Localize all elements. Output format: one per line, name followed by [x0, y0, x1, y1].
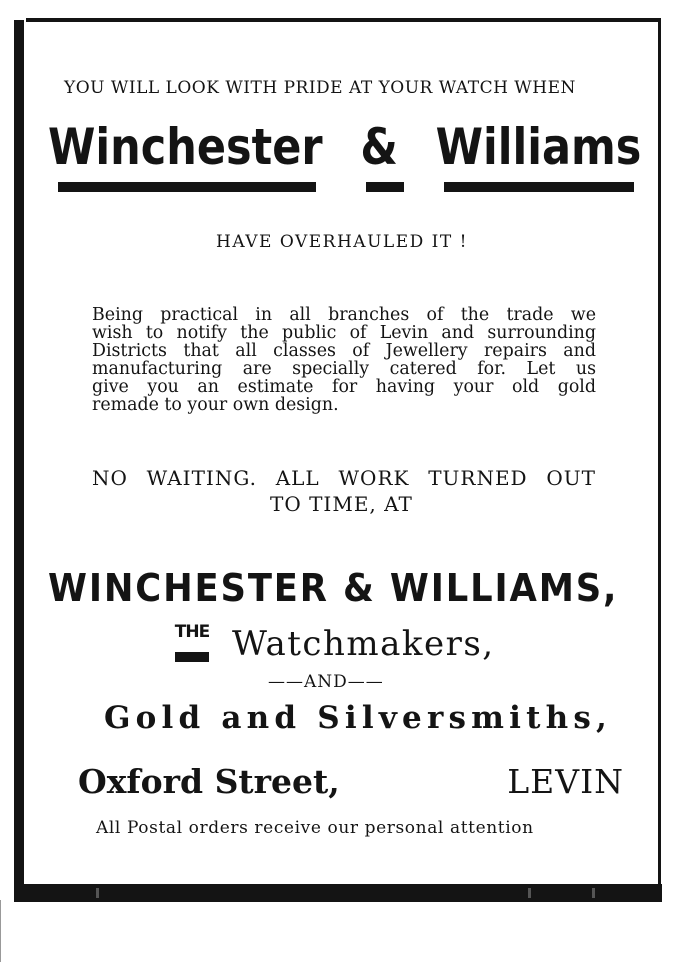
intro-line: YOU WILL LOOK WITH PRIDE AT YOUR WATCH WHEN — [64, 78, 576, 98]
headline — [48, 112, 641, 182]
frame-right-rule — [658, 18, 661, 896]
frame-bottom-rule — [14, 884, 662, 902]
no-waiting-word: ALL — [275, 466, 320, 490]
scan-edge-line — [0, 900, 1, 962]
the-word: THE — [174, 622, 210, 642]
body-line: remade to your own design. — [92, 395, 339, 415]
headline-name-winchester: Winchester — [48, 118, 323, 176]
body-paragraph — [92, 306, 596, 414]
address-line — [78, 762, 624, 801]
watchmakers-line: Watchmakers, — [232, 624, 495, 664]
no-waiting-line-2: TO TIME, AT — [270, 492, 413, 516]
no-waiting-word: NO — [92, 466, 128, 490]
overhauled-line: HAVE OVERHAULED IT ! — [216, 232, 468, 252]
no-waiting-word: OUT — [546, 466, 596, 490]
frame-left-rule — [14, 20, 24, 900]
gold-silversmiths-line: Gold and Silversmiths, — [104, 700, 613, 736]
headline-underline — [444, 182, 634, 192]
no-waiting-line-1 — [92, 466, 596, 490]
the-block — [174, 622, 210, 664]
frame-bottom-gap — [96, 888, 99, 898]
no-waiting-word: WAITING. — [146, 466, 257, 490]
body-line: Being practical in all branches of the trade we — [92, 305, 596, 325]
frame-bottom-gap — [592, 888, 595, 898]
headline-underline — [58, 182, 316, 192]
frame-bottom-gap — [528, 888, 531, 898]
body-line: Districts that all classes of Jewellery repairs and — [92, 341, 596, 361]
body-line: give you an estimate for having your old gold — [92, 377, 596, 397]
frame-top-rule — [26, 18, 658, 22]
body-line: wish to notify the public of Levin and surrounding — [92, 323, 596, 343]
postal-line: All Postal orders receive our personal attention — [96, 818, 534, 838]
town-name: LEVIN — [507, 762, 624, 801]
headline-ampersand: & — [360, 118, 398, 176]
business-name: WINCHESTER & WILLIAMS, — [48, 566, 619, 610]
body-line: manufacturing are specially catered for. Let us — [92, 359, 596, 379]
and-line: ——AND—— — [268, 672, 384, 692]
the-bar — [175, 652, 209, 662]
no-waiting-word: TURNED — [428, 466, 528, 490]
headline-underline — [366, 182, 404, 192]
headline-name-williams: Williams — [435, 118, 642, 176]
street-name: Oxford Street, — [78, 762, 340, 801]
no-waiting-word: WORK — [338, 466, 410, 490]
